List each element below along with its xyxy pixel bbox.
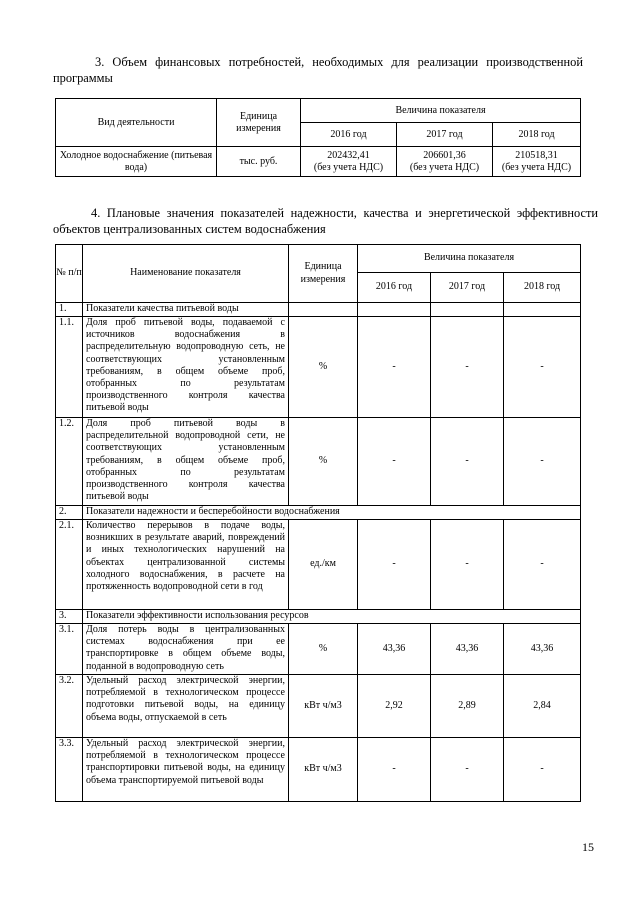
value-cell: - bbox=[358, 520, 431, 610]
unit-cell: % bbox=[289, 418, 358, 506]
header-unit: Единица измерения bbox=[217, 99, 301, 147]
table-row bbox=[56, 675, 581, 738]
unit-cell: % bbox=[289, 624, 358, 675]
value-cell: 43,36 bbox=[431, 624, 504, 675]
header-no: № п/п bbox=[56, 245, 83, 303]
row-number: 3.1. bbox=[56, 624, 83, 675]
section-title: Показатели надежности и бесперебойности водоснабжения bbox=[83, 506, 581, 520]
row-number: 3.2. bbox=[56, 675, 83, 738]
unit-cell: ед./км bbox=[289, 520, 358, 610]
indicator-name: Удельный расход электрической энергии, потребляемой в технологическом процессе подготовки питьевой воды, на единицу объема воды, отпускаемой в сеть bbox=[83, 675, 289, 738]
row-number: 3.3. bbox=[56, 738, 83, 802]
value-cell: 2,92 bbox=[358, 675, 431, 738]
header-activity: Вид деятельности bbox=[56, 99, 217, 147]
section-3-heading: 3. Объем финансовых потребностей, необходимых для реализации производственной программы bbox=[53, 55, 583, 85]
unit-cell: кВт ч/м3 bbox=[289, 738, 358, 802]
table-row bbox=[56, 738, 581, 802]
header-value: Величина показателя bbox=[301, 99, 581, 123]
section-row bbox=[56, 610, 581, 624]
value-cell: - bbox=[504, 520, 581, 610]
value-cell: 43,36 bbox=[358, 624, 431, 675]
table-row bbox=[56, 624, 581, 675]
indicator-name: Доля потерь воды в централизованных системах водоснабжения при ее транспортировке в общем объеме воды, поданной в водопроводную сеть bbox=[83, 624, 289, 675]
financial-needs-table bbox=[55, 98, 581, 177]
section-row bbox=[56, 303, 581, 317]
value-cell: 202432,41 (без учета НДС) bbox=[301, 147, 397, 177]
section-title: Показатели качества питьевой воды bbox=[83, 303, 289, 317]
indicator-name: Количество перерывов в подаче воды, возникших в результате аварий, повреждений и иных технологических нарушений на объектах централизованной системы холодного водоснабжения, в расчете на протяженность водопроводной сети в год bbox=[83, 520, 289, 610]
table-row bbox=[56, 418, 581, 506]
unit-cell: тыс. руб. bbox=[217, 147, 301, 177]
header-year: 2017 год bbox=[431, 273, 504, 303]
value-cell: - bbox=[358, 418, 431, 506]
value-cell: - bbox=[504, 738, 581, 802]
section-row bbox=[56, 506, 581, 520]
value-cell: 43,36 bbox=[504, 624, 581, 675]
page-number: 15 bbox=[582, 840, 594, 854]
activity-cell: Холодное водоснабжение (питьевая вода) bbox=[56, 147, 217, 177]
indicators-table bbox=[55, 244, 581, 802]
value-cell: 2,89 bbox=[431, 675, 504, 738]
value-cell: - bbox=[431, 520, 504, 610]
header-year: 2016 год bbox=[301, 123, 397, 147]
value-cell: - bbox=[504, 317, 581, 418]
row-number: 1.2. bbox=[56, 418, 83, 506]
header-year: 2018 год bbox=[493, 123, 581, 147]
value-cell: 206601,36 (без учета НДС) bbox=[397, 147, 493, 177]
header-name: Наименование показателя bbox=[83, 245, 289, 303]
value-cell: - bbox=[504, 418, 581, 506]
value-cell: - bbox=[358, 317, 431, 418]
header-year: 2016 год bbox=[358, 273, 431, 303]
section-4-heading: 4. Плановые значения показателей надежности, качества и энергетической эффективности объектов централизованных систем водоснабжения bbox=[53, 206, 598, 236]
value-cell: 2,84 bbox=[504, 675, 581, 738]
table-row bbox=[56, 317, 581, 418]
section-title: Показатели эффективности использования ресурсов bbox=[83, 610, 581, 624]
value-cell: 210518,31 (без учета НДС) bbox=[493, 147, 581, 177]
value-cell: - bbox=[431, 317, 504, 418]
indicator-name: Удельный расход электрической энергии, потребляемой в технологическом процессе транспортировки питьевой воды, на единицу объема транспортируемой питьевой воды bbox=[83, 738, 289, 802]
value-cell: - bbox=[358, 738, 431, 802]
table-row bbox=[56, 520, 581, 610]
header-year: 2017 год bbox=[397, 123, 493, 147]
header-value: Величина показателя bbox=[358, 245, 581, 273]
row-number: 1.1. bbox=[56, 317, 83, 418]
header-unit: Единица измерения bbox=[289, 245, 358, 303]
table-row bbox=[56, 147, 581, 177]
indicator-name: Доля проб питьевой воды в распределительной водопроводной сети, не соответствующих установленным требованиям, в общем объеме проб, отобранных по результатам производственного контроля качества питьевой воды bbox=[83, 418, 289, 506]
unit-cell: % bbox=[289, 317, 358, 418]
row-number: 3. bbox=[56, 610, 83, 624]
value-cell: - bbox=[431, 418, 504, 506]
row-number: 2.1. bbox=[56, 520, 83, 610]
value-cell: - bbox=[431, 738, 504, 802]
row-number: 2. bbox=[56, 506, 83, 520]
row-number: 1. bbox=[56, 303, 83, 317]
indicator-name: Доля проб питьевой воды, подаваемой с источников водоснабжения в распределительную водопроводную сеть, не соответствующих установленным требованиям, в общем объеме проб, отобранных по результатам производственного контроля качества питьевой воды bbox=[83, 317, 289, 418]
unit-cell: кВт ч/м3 bbox=[289, 675, 358, 738]
header-year: 2018 год bbox=[504, 273, 581, 303]
